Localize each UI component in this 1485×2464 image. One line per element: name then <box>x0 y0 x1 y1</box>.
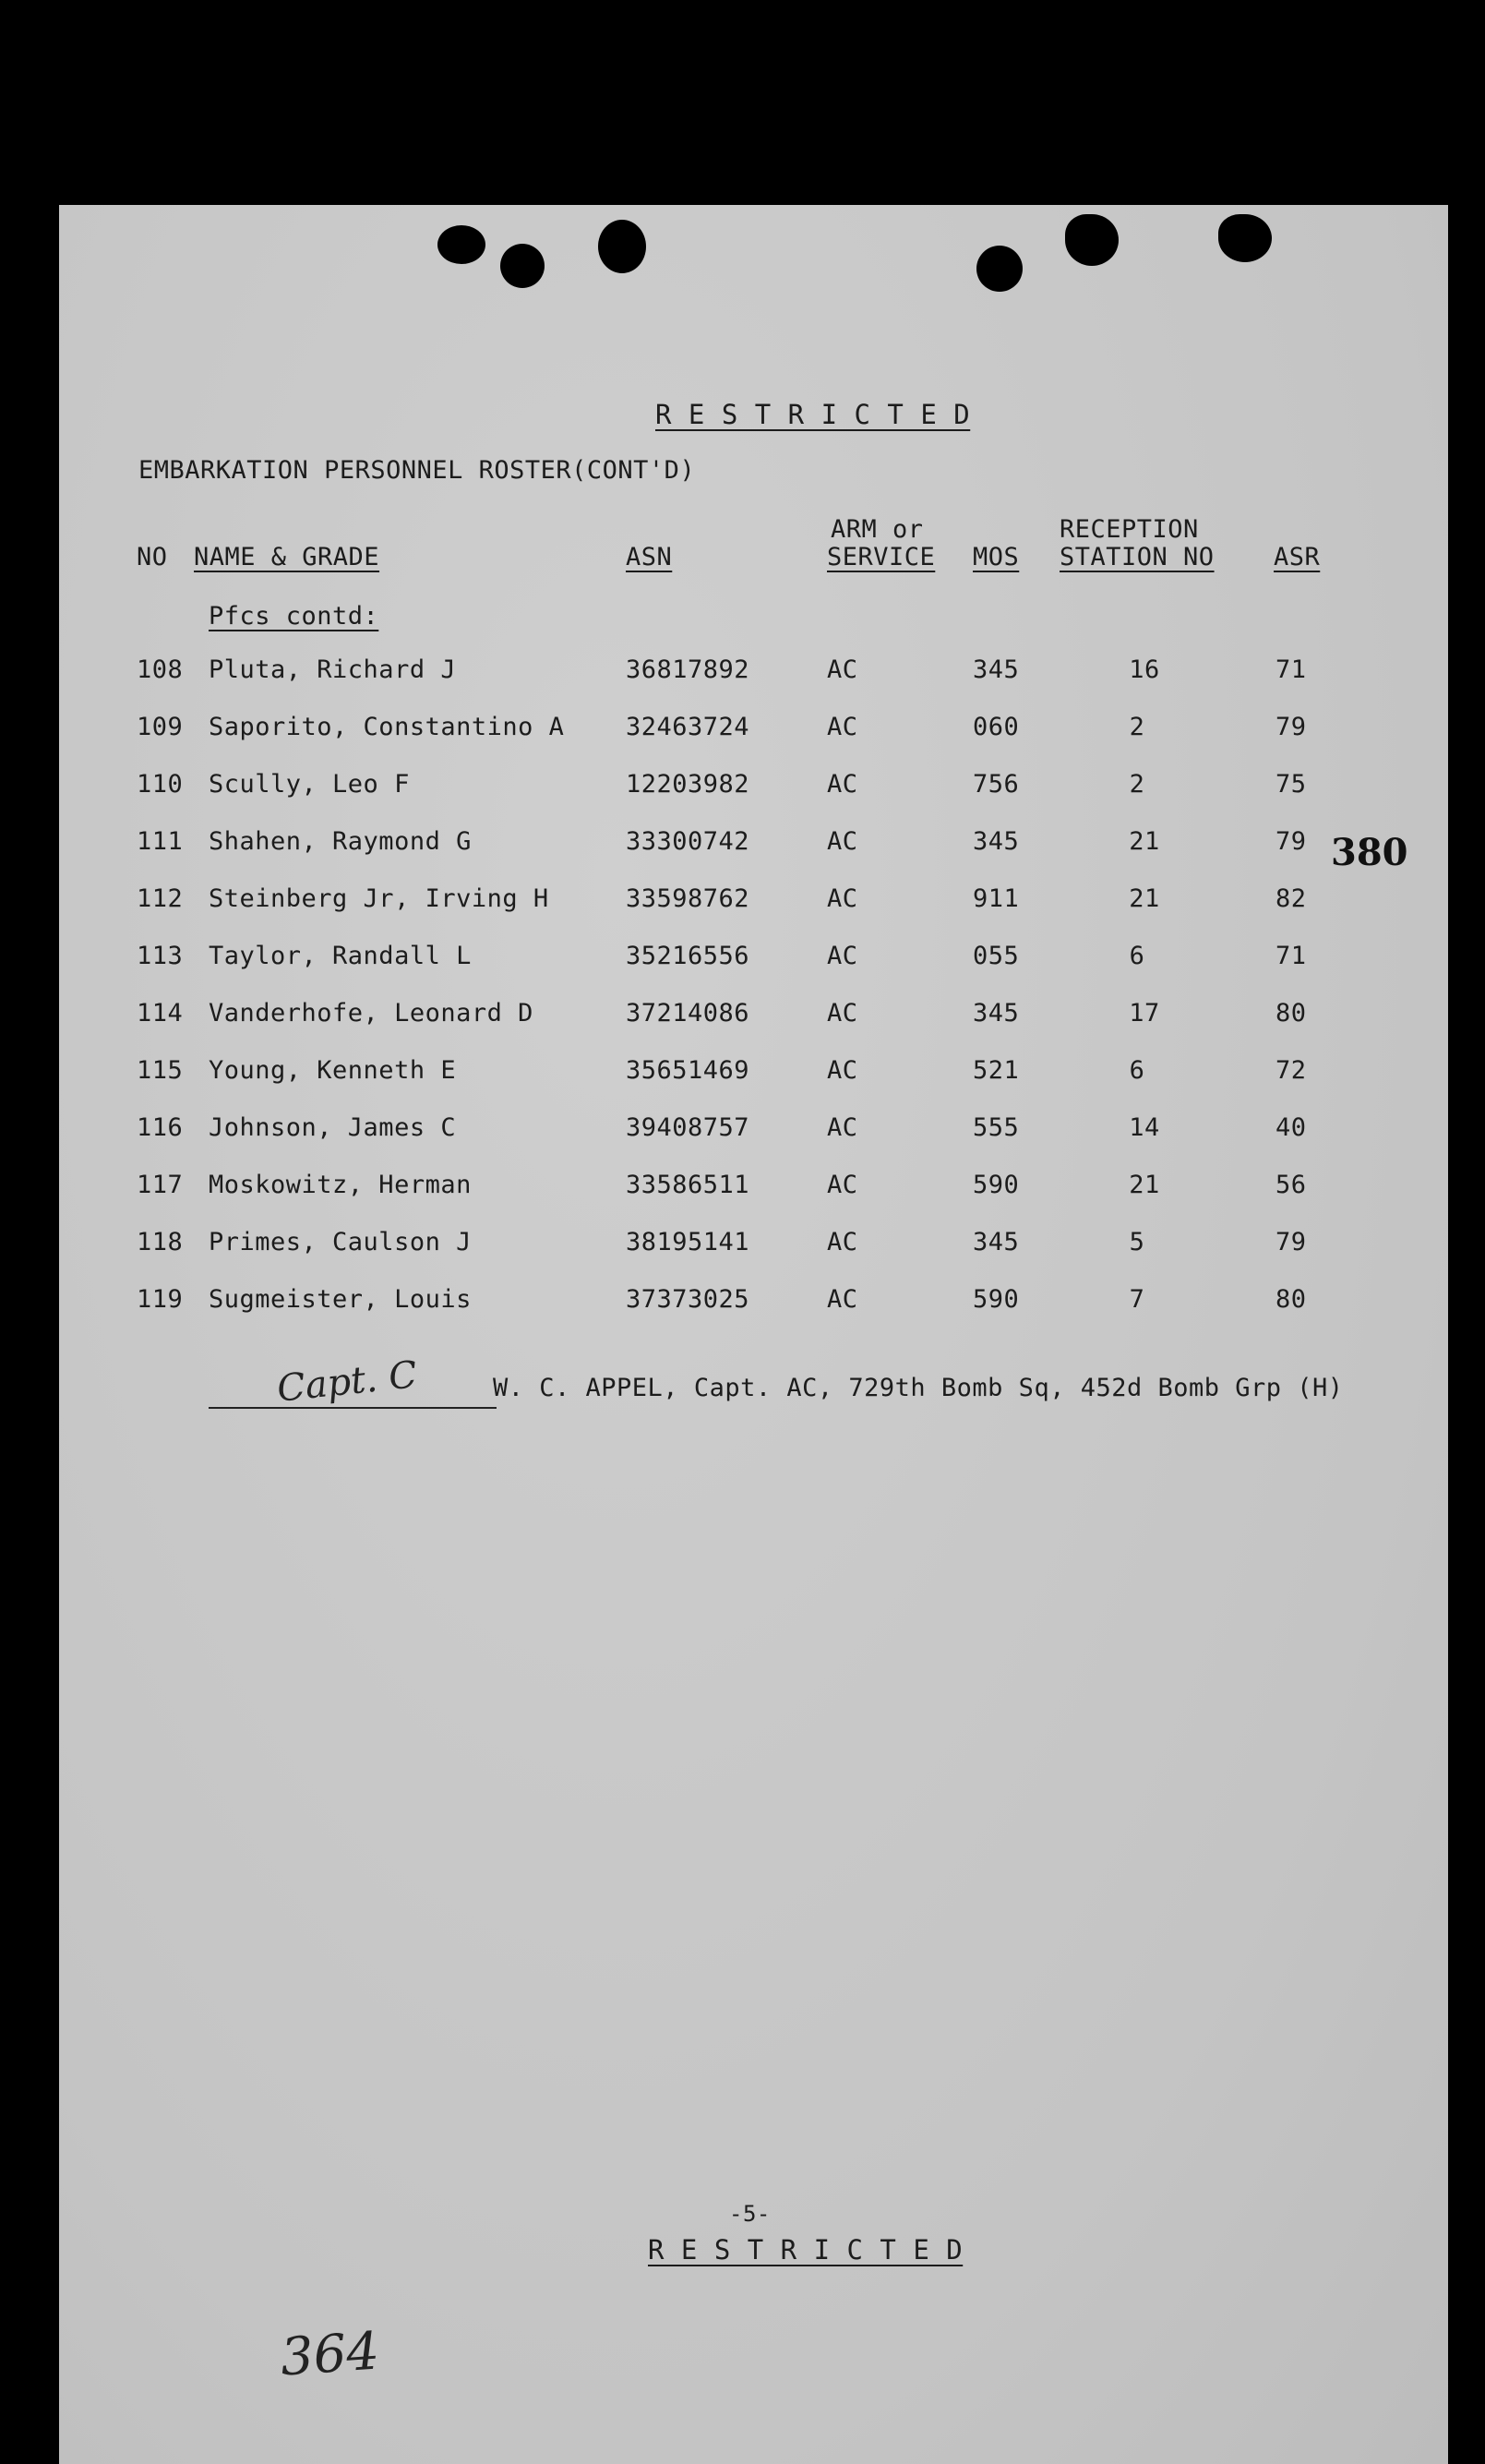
row-no: 116 <box>137 1113 184 1142</box>
table-row <box>0 770 1485 807</box>
col-header-name: NAME & GRADE <box>194 543 380 571</box>
table-row <box>0 884 1485 921</box>
row-arm: AC <box>827 999 858 1028</box>
section-label: Pfcs contd: <box>209 602 379 631</box>
row-asn: 32463724 <box>626 713 750 741</box>
row-asr: 40 <box>1275 1113 1307 1142</box>
row-no: 118 <box>137 1228 184 1256</box>
row-asn: 33598762 <box>626 884 750 913</box>
row-arm: AC <box>827 1113 858 1142</box>
row-mos: 345 <box>973 999 1020 1028</box>
row-name: Johnson, James C <box>209 1113 457 1142</box>
row-mos: 521 <box>973 1056 1020 1085</box>
row-no: 117 <box>137 1171 184 1199</box>
row-mos: 590 <box>973 1171 1020 1199</box>
row-no: 112 <box>137 884 184 913</box>
handwritten-page-number: 364 <box>278 2321 382 2388</box>
col-header-reception-1: RECEPTION <box>1060 515 1199 544</box>
row-asn: 33300742 <box>626 827 750 856</box>
row-no: 115 <box>137 1056 184 1085</box>
row-station: 14 <box>1129 1113 1160 1142</box>
punch-hole <box>437 225 485 264</box>
row-mos: 345 <box>973 827 1020 856</box>
row-asr: 71 <box>1275 655 1307 684</box>
row-mos: 555 <box>973 1113 1020 1142</box>
row-name: Young, Kenneth E <box>209 1056 457 1085</box>
row-arm: AC <box>827 713 858 741</box>
punch-hole <box>598 220 646 273</box>
row-no: 110 <box>137 770 184 799</box>
row-station: 2 <box>1129 770 1145 799</box>
row-name: Shahen, Raymond G <box>209 827 472 856</box>
row-arm: AC <box>827 770 858 799</box>
row-station: 21 <box>1129 827 1160 856</box>
row-arm: AC <box>827 655 858 684</box>
row-asr: 82 <box>1275 884 1307 913</box>
row-asn: 37373025 <box>626 1285 750 1314</box>
row-mos: 590 <box>973 1285 1020 1314</box>
row-name: Vanderhofe, Leonard D <box>209 999 533 1028</box>
row-asn: 38195141 <box>626 1228 750 1256</box>
row-mos: 060 <box>973 713 1020 741</box>
row-name: Pluta, Richard J <box>209 655 457 684</box>
row-mos: 345 <box>973 655 1020 684</box>
signature-block: W. C. APPEL, Capt. AC, 729th Bomb Sq, 452d Bomb Grp (H) <box>493 1374 1344 1402</box>
row-asn: 12203982 <box>626 770 750 799</box>
table-row <box>0 1285 1485 1322</box>
row-asr: 72 <box>1275 1056 1307 1085</box>
row-name: Saporito, Constantino A <box>209 713 565 741</box>
row-station: 6 <box>1129 1056 1145 1085</box>
col-header-reception-2: STATION NO <box>1060 543 1215 571</box>
row-name: Primes, Caulson J <box>209 1228 472 1256</box>
row-arm: AC <box>827 1171 858 1199</box>
row-asr: 79 <box>1275 713 1307 741</box>
row-station: 17 <box>1129 999 1160 1028</box>
restricted-footer: R E S T R I C T E D <box>648 2234 964 2266</box>
row-arm: AC <box>827 1285 858 1314</box>
row-mos: 911 <box>973 884 1020 913</box>
col-header-asn: ASN <box>626 543 673 571</box>
row-asr: 79 <box>1275 1228 1307 1256</box>
row-name: Sugmeister, Louis <box>209 1285 472 1314</box>
row-asn: 33586511 <box>626 1171 750 1199</box>
row-mos: 345 <box>973 1228 1020 1256</box>
col-header-mos: MOS <box>973 543 1020 571</box>
row-arm: AC <box>827 1056 858 1085</box>
page-number: -5- <box>729 2201 771 2227</box>
row-arm: AC <box>827 884 858 913</box>
row-arm: AC <box>827 827 858 856</box>
table-row <box>0 1171 1485 1208</box>
table-row <box>0 942 1485 979</box>
table-row <box>0 655 1485 692</box>
row-arm: AC <box>827 1228 858 1256</box>
row-asn: 39408757 <box>626 1113 750 1142</box>
row-arm: AC <box>827 942 858 970</box>
row-asr: 71 <box>1275 942 1307 970</box>
row-name: Moskowitz, Herman <box>209 1171 472 1199</box>
row-mos: 756 <box>973 770 1020 799</box>
table-row <box>0 827 1485 864</box>
row-station: 6 <box>1129 942 1145 970</box>
table-row <box>0 1056 1485 1093</box>
row-no: 109 <box>137 713 184 741</box>
punch-hole <box>976 246 1023 292</box>
row-name: Taylor, Randall L <box>209 942 472 970</box>
table-row <box>0 713 1485 750</box>
row-no: 114 <box>137 999 184 1028</box>
row-station: 21 <box>1129 884 1160 913</box>
col-header-asr: ASR <box>1274 543 1321 571</box>
row-no: 119 <box>137 1285 184 1314</box>
row-no: 111 <box>137 827 184 856</box>
col-header-no: NO <box>137 543 168 571</box>
row-asr: 80 <box>1275 1285 1307 1314</box>
row-no: 108 <box>137 655 184 684</box>
row-mos: 055 <box>973 942 1020 970</box>
row-station: 7 <box>1129 1285 1145 1314</box>
row-asr: 79 <box>1275 827 1307 856</box>
col-header-arm-1: ARM or <box>831 515 924 544</box>
table-row <box>0 999 1485 1036</box>
roster-title: EMBARKATION PERSONNEL ROSTER(CONT'D) <box>138 456 696 485</box>
row-no: 113 <box>137 942 184 970</box>
row-asn: 36817892 <box>626 655 750 684</box>
punch-hole <box>500 244 545 288</box>
punch-hole <box>1218 214 1272 262</box>
row-name: Steinberg Jr, Irving H <box>209 884 549 913</box>
row-asr: 80 <box>1275 999 1307 1028</box>
row-name: Scully, Leo F <box>209 770 410 799</box>
row-asn: 35216556 <box>626 942 750 970</box>
row-station: 21 <box>1129 1171 1160 1199</box>
row-asn: 35651469 <box>626 1056 750 1085</box>
row-asn: 37214086 <box>626 999 750 1028</box>
margin-stamp-number: 380 <box>1331 831 1408 874</box>
row-station: 2 <box>1129 713 1145 741</box>
signature-line <box>209 1407 497 1409</box>
row-station: 5 <box>1129 1228 1145 1256</box>
table-row <box>0 1113 1485 1150</box>
restricted-header: R E S T R I C T E D <box>655 399 971 430</box>
handwritten-signature: Capt. C <box>275 1353 420 1411</box>
row-station: 16 <box>1129 655 1160 684</box>
row-asr: 75 <box>1275 770 1307 799</box>
col-header-arm-2: SERVICE <box>827 543 936 571</box>
table-row <box>0 1228 1485 1265</box>
punch-hole <box>1065 214 1119 266</box>
row-asr: 56 <box>1275 1171 1307 1199</box>
